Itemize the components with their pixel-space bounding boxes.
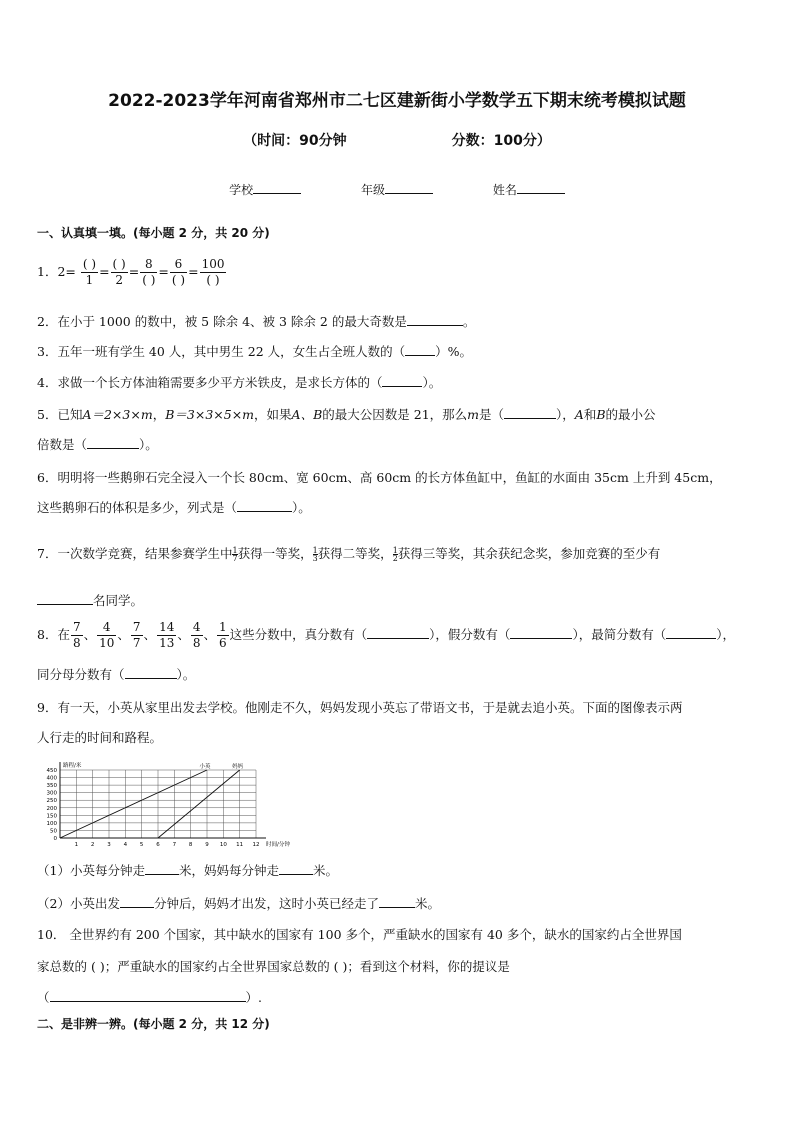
q1-f5-numerator: 100 xyxy=(201,257,225,271)
q8-sep: 、 xyxy=(83,627,97,642)
q7-line2: 名同学。 xyxy=(93,593,144,608)
name-field xyxy=(493,181,565,198)
question-6-line-2 xyxy=(37,493,767,522)
q1-f1-denominator: 1 xyxy=(85,273,94,287)
q1-f5-denominator[interactable]: ( ) xyxy=(206,273,220,287)
question-6 xyxy=(37,463,767,492)
q6-end: ）。 xyxy=(292,500,311,515)
q5-end2: ）。 xyxy=(139,437,158,452)
q8-fraction-5 xyxy=(191,620,203,651)
q9-2-part-a: （2）小英出发 xyxy=(37,896,120,911)
q8-fraction-3 xyxy=(131,620,143,651)
q8-f5-n: 4 xyxy=(192,620,201,634)
section-2-heading: 二、是非辨一辨。(每小题 2 分，共 12 分) xyxy=(37,1017,270,1031)
q1-f4-numerator: 6 xyxy=(170,257,187,273)
question-9-line-2 xyxy=(37,723,767,752)
question-5-line-2 xyxy=(37,430,767,459)
x-tick-label: 10 xyxy=(219,842,227,848)
q7-f2-n: 1 xyxy=(312,546,318,555)
q1-fraction-3 xyxy=(140,257,157,288)
q5-var-m: m xyxy=(467,407,480,422)
q2-text: 2．在小于 1000 的数中，被 5 除余 4、被 3 除余 2 的最大奇数是 xyxy=(37,314,407,329)
q4-text: 4．求做一个长方体油箱需要多少平方米铁皮，是求长方体的（ xyxy=(37,375,383,390)
school-field xyxy=(229,181,301,198)
q1-fraction-2 xyxy=(111,257,128,288)
q7-f3-d: 2 xyxy=(392,554,398,563)
name-label: 姓名 xyxy=(492,183,517,197)
q1-f3-denominator[interactable]: ( ) xyxy=(142,273,156,287)
q10-open: （ xyxy=(37,990,50,1005)
series-label-2: 妈妈 xyxy=(232,764,244,770)
q8-line2: 同分母分数有（ xyxy=(37,667,125,682)
q8-answer-blank-2[interactable] xyxy=(510,625,572,639)
y-tick-label: 250 xyxy=(46,798,57,805)
q8-end: ）。 xyxy=(176,667,196,682)
q3-text: 3．五年一班有学生 40 人，其中男生 22 人，女生占全班人数的（ xyxy=(37,344,406,359)
q9-1-part-b: 米，妈妈每分钟走 xyxy=(178,863,279,878)
q8-tail: 这些分数中，真分数有（ xyxy=(229,627,368,642)
question-3 xyxy=(37,337,767,366)
x-tick-label: 2 xyxy=(90,842,95,848)
q6-answer-blank[interactable] xyxy=(237,498,292,512)
series-line-2 xyxy=(158,770,240,838)
q7-f1-n: 1 xyxy=(232,546,238,555)
q7-part-c: 获得二等奖， xyxy=(317,546,393,561)
question-10 xyxy=(37,920,767,949)
q10-line1: 10． 全世界约有 200 个国家，其中缺水的国家有 100 多个，严重缺水的国家有 40 多个，缺水的国家约占全世界国 xyxy=(37,927,682,942)
question-9-2 xyxy=(37,889,767,918)
time-label: （时间：90分钟 xyxy=(243,133,347,149)
q4-answer-blank[interactable] xyxy=(382,373,422,387)
x-tick-label: 11 xyxy=(236,842,244,848)
y-tick-label: 350 xyxy=(46,783,57,790)
q8-f5-d: 8 xyxy=(192,636,201,650)
x-tick-label: 6 xyxy=(156,842,160,848)
question-9 xyxy=(37,693,767,722)
q8-part-d: ）， xyxy=(716,627,735,642)
y-tick-label: 450 xyxy=(46,768,57,774)
q3-end: ）%。 xyxy=(435,344,473,359)
y-tick-label: 200 xyxy=(46,805,57,812)
q8-f6-n: 1 xyxy=(219,620,227,634)
question-2 xyxy=(37,307,767,336)
grade-field xyxy=(361,181,433,198)
x-tick-label: 1 xyxy=(74,842,79,848)
q8-f4-n: 14 xyxy=(159,620,175,634)
q10-line2: 家总数的 ( )；严重缺水的国家约占全世界国家总数的 ( )；看到这个材料，你的提议是 xyxy=(37,959,510,974)
q6-line1: 6．明明将一些鹅卵石完全浸入一个长 80cm、宽 60cm、高 60cm 的长方体鱼缸中，鱼缸的水面由 35cm 上升到 45cm， xyxy=(37,470,722,485)
q8-fraction-2 xyxy=(97,620,116,651)
school-label: 学校 xyxy=(229,183,254,197)
q8-part-b: ），假分数有（ xyxy=(429,627,511,642)
q7-part-a: 7．一次数学竞赛，结果参赛学生中 xyxy=(37,546,233,561)
q8-sep: 、 xyxy=(117,627,130,642)
q1-fraction-5 xyxy=(200,257,227,288)
x-tick-label: 5 xyxy=(139,842,144,848)
q5-expr-a: A＝2×3×m xyxy=(82,407,153,422)
y-tick-label: 50 xyxy=(50,828,57,835)
question-5 xyxy=(37,400,767,429)
q5-part-n: 的最小公 xyxy=(605,407,656,422)
q1-f3-numerator: 8 xyxy=(140,257,157,273)
q5-part-a: 5．已知 xyxy=(37,407,83,422)
exam-title: 2022-2023学年河南省郑州市二七区建新街小学数学五下期末统考模拟试题 xyxy=(108,91,686,111)
question-8 xyxy=(37,620,767,651)
series-line-1 xyxy=(60,770,207,838)
q8-part-a: 8．在 xyxy=(37,627,70,642)
q8-f3-d: 7 xyxy=(132,636,141,650)
score-label: 分数：100分） xyxy=(451,133,551,149)
q7-f1-d: 7 xyxy=(232,554,238,563)
q9-2-answer-blank-1[interactable] xyxy=(120,894,154,908)
question-10-line-2 xyxy=(37,952,767,981)
q8-answer-blank-3[interactable] xyxy=(666,625,716,639)
q8-f3-n: 7 xyxy=(132,620,141,634)
q1-fraction-1 xyxy=(81,257,98,288)
q5-answer-blank-1[interactable] xyxy=(504,405,556,419)
q8-f6-d: 6 xyxy=(219,636,227,650)
student-info xyxy=(0,181,794,198)
q9-line1: 9．有一天，小英从家里出发去学校。他刚走不久，妈妈发现小英忘了带语文书，于是就去追小英。下面的图像表示两 xyxy=(37,700,683,715)
q8-f1-n: 7 xyxy=(72,620,81,634)
q1-f1-numerator[interactable]: ( ) xyxy=(82,257,97,271)
q8-sep: 、 xyxy=(203,627,217,642)
q1-prefix: 1．2= xyxy=(37,264,76,279)
q1-fraction-4 xyxy=(170,257,187,288)
q5-part-j: ）， xyxy=(556,407,575,422)
q8-answer-blank-4[interactable] xyxy=(125,665,177,679)
q10-answer-blank[interactable] xyxy=(50,988,246,1002)
q9-2-part-c: 米。 xyxy=(414,896,440,911)
y-axis-label: 路程/米 xyxy=(63,763,82,769)
q5-part-i: 是（ xyxy=(479,407,505,422)
y-tick-label: 400 xyxy=(46,775,57,782)
q1-f4-denominator[interactable]: ( ) xyxy=(171,273,186,287)
q9-2-part-b: 分钟后，妈妈才出发，这时小英已经走了 xyxy=(153,896,379,911)
q5-var-a: A xyxy=(574,407,584,422)
grade-blank[interactable] xyxy=(385,181,433,194)
q7-part-b: 获得一等奖， xyxy=(237,546,313,561)
q8-f2-d: 10 xyxy=(99,636,115,650)
question-9-1 xyxy=(37,856,767,885)
q7-part-d: 获得三等奖，其余获纪念奖，参加竞赛的至少有 xyxy=(397,546,661,561)
q10-end: ）. xyxy=(245,990,262,1005)
section-1-heading: 一、认真填一填。(每小题 2 分，共 20 分) xyxy=(37,226,270,240)
q9-1-answer-blank-1[interactable] xyxy=(145,861,179,875)
q5-vars-ab: A、B xyxy=(291,407,323,422)
y-tick-label: 0 xyxy=(53,836,57,842)
distance-time-chart xyxy=(30,758,290,854)
q8-f4-d: 13 xyxy=(159,636,175,650)
q5-expr-b: B＝3×3×5×m xyxy=(165,407,255,422)
q9-line2: 人行走的时间和路程。 xyxy=(37,730,163,745)
q9-2-answer-blank-2[interactable] xyxy=(379,894,415,908)
q7-f3-n: 1 xyxy=(392,546,398,555)
q9-1-part-a: （1）小英每分钟走 xyxy=(37,863,145,878)
q9-1-part-c: 米。 xyxy=(312,863,338,878)
q8-fraction-4 xyxy=(157,620,176,651)
q9-1-answer-blank-2[interactable] xyxy=(279,861,313,875)
x-tick-label: 7 xyxy=(172,842,177,848)
q5-comma: ， xyxy=(152,407,166,422)
q4-end: ）。 xyxy=(422,375,442,390)
q7-f2-d: 3 xyxy=(312,554,318,563)
school-blank[interactable] xyxy=(253,181,301,194)
grade-label: 年级 xyxy=(360,183,385,197)
question-7-line-2 xyxy=(37,586,767,615)
q8-part-c: ），最简分数有（ xyxy=(572,627,667,642)
q5-and: 和 xyxy=(583,407,597,422)
q5-answer-blank-2[interactable] xyxy=(87,435,139,449)
q8-f2-n: 4 xyxy=(97,620,116,636)
exam-subtitle xyxy=(0,130,794,150)
q1-f2-numerator[interactable]: ( ) xyxy=(112,257,126,271)
q8-f1-d: 8 xyxy=(72,636,81,650)
x-tick-label: 9 xyxy=(205,842,209,848)
question-8-line-2 xyxy=(37,660,767,689)
q8-sep: 、 xyxy=(177,627,190,642)
x-tick-label: 3 xyxy=(107,842,111,848)
question-1: 1．2= $\frac{( )}{1}$ = $\frac{( )}{2}$ = $\frac{8}{( )}$ = $\frac{6}{( )}$ = $\frac{100}{( )}$ xyxy=(37,257,225,287)
q8-fraction-6 xyxy=(217,620,229,651)
q8-fraction-1 xyxy=(71,620,83,651)
q3-answer-blank[interactable] xyxy=(405,342,435,356)
name-blank[interactable] xyxy=(517,181,565,194)
question-4 xyxy=(37,368,767,397)
x-tick-label: 12 xyxy=(252,842,260,848)
q2-answer-blank[interactable] xyxy=(407,312,463,326)
y-tick-label: 100 xyxy=(46,820,57,827)
q8-answer-blank-1[interactable] xyxy=(367,625,429,639)
q6-line2: 这些鹅卵石的体积是多少，列式是（ xyxy=(37,500,238,515)
q5-part-e: ，如果 xyxy=(254,407,292,422)
y-tick-label: 300 xyxy=(46,790,57,797)
question-10-line-3 xyxy=(37,983,767,1012)
question-7 xyxy=(37,539,767,568)
y-tick-label: 150 xyxy=(46,813,57,820)
x-tick-label: 4 xyxy=(123,842,128,848)
x-tick-label: 8 xyxy=(188,842,193,848)
x-axis-label: 时间/分钟 xyxy=(266,842,290,848)
q7-answer-blank[interactable] xyxy=(37,591,93,605)
q1-f2-denominator: 2 xyxy=(115,273,123,287)
q5-part-g: 的最大公因数是 21，那么 xyxy=(322,407,468,422)
series-label-1: 小英 xyxy=(199,764,211,770)
q8-sep: 、 xyxy=(143,627,157,642)
q5-var-b: B xyxy=(596,407,606,422)
q2-end: 。 xyxy=(462,314,476,329)
q5-line2: 倍数是（ xyxy=(37,437,88,452)
